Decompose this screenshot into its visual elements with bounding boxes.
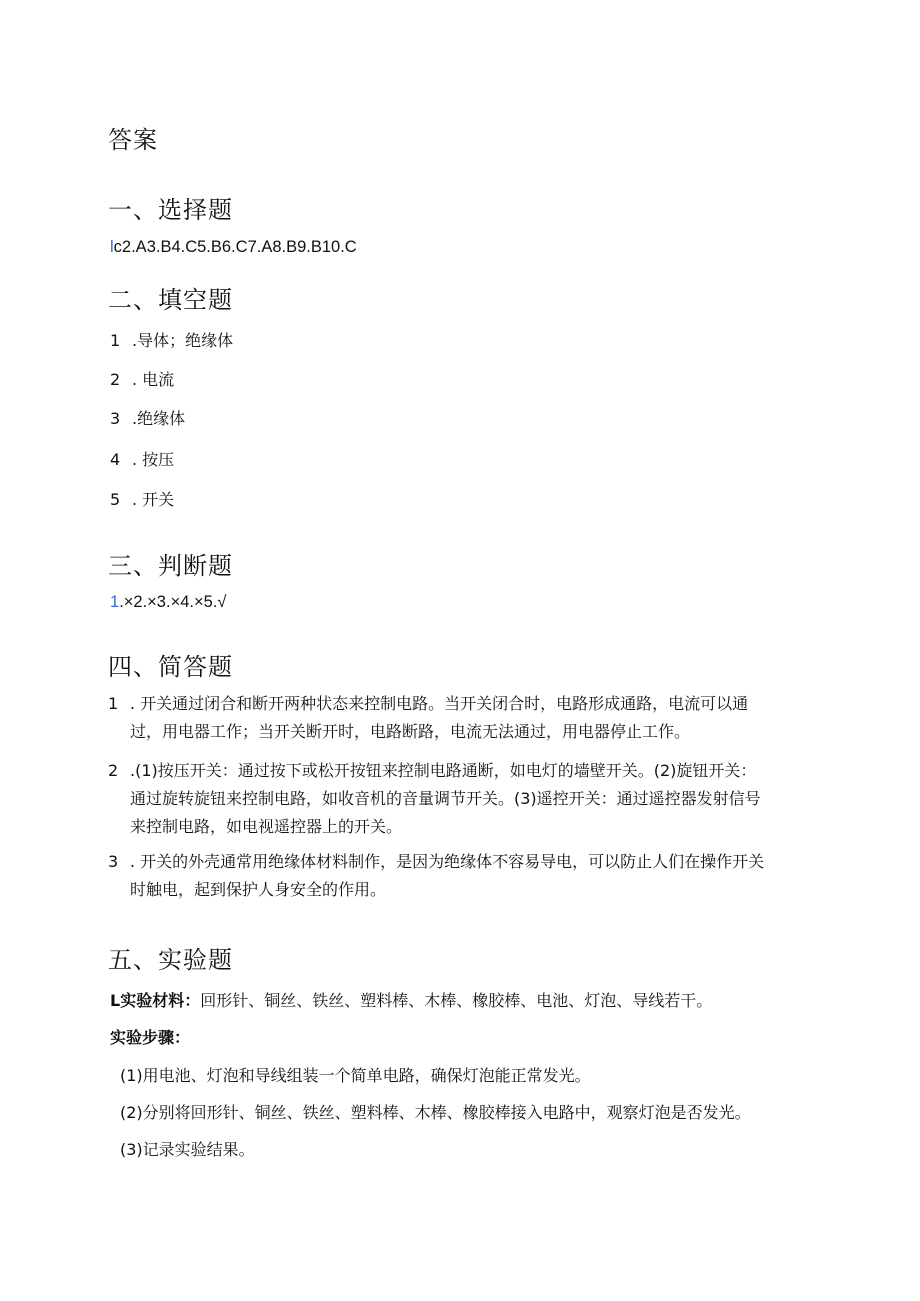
section-heading-short: 四、简答题 bbox=[108, 653, 233, 681]
short-item-line: 来控制电路，如电视遥控器上的开关。 bbox=[130, 817, 403, 836]
short-item-line: . 开关的外壳通常用绝缘体材料制作，是因为绝缘体不容易导电，可以防止人们在操作开关 bbox=[130, 852, 765, 871]
fill-item-number: 3 bbox=[110, 409, 121, 428]
choice-answer-prefix: l bbox=[110, 238, 114, 256]
section-heading-judge: 三、判断题 bbox=[108, 552, 233, 580]
fill-item bbox=[110, 487, 174, 510]
page-title: 答案 bbox=[108, 126, 158, 154]
experiment-step: (3)记录实验结果。 bbox=[120, 1140, 255, 1159]
fill-item bbox=[110, 406, 185, 429]
choice-answer-text: c2.A3.B4.C5.B6.C7.A8.B9.B10.C bbox=[113, 238, 357, 256]
short-item-number: 1 bbox=[108, 694, 119, 713]
fill-item bbox=[110, 328, 233, 351]
short-item-number: 3 bbox=[108, 852, 119, 871]
fill-item-text: . 开关 bbox=[132, 490, 175, 509]
experiment-materials bbox=[110, 988, 712, 1011]
short-item-line: 时触电，起到保护人身安全的作用。 bbox=[130, 880, 387, 899]
section-heading-experiment: 五、实验题 bbox=[108, 946, 233, 974]
section-heading-choice: 一、选择题 bbox=[108, 196, 233, 224]
fill-item-number: 5 bbox=[110, 490, 121, 509]
section-heading-fill: 二、填空题 bbox=[108, 286, 233, 314]
materials-label: L实验材料： bbox=[110, 991, 201, 1010]
short-answer-item bbox=[108, 690, 808, 746]
experiment-step: (1)用电池、灯泡和导线组装一个简单电路，确保灯泡能正常发光。 bbox=[120, 1066, 591, 1085]
short-item-line: . 开关通过闭合和断开两种状态来控制电路。当开关闭合时，电路形成通路，电流可以通 bbox=[130, 694, 749, 713]
short-item-line: 过，用电器工作；当开关断开时，电路断路，电流无法通过，用电器停止工作。 bbox=[130, 722, 691, 741]
choice-answers bbox=[110, 238, 357, 257]
steps-label: 实验步骤： bbox=[110, 1028, 191, 1047]
experiment-step: (2)分别将回形针、铜丝、铁丝、塑料棒、木棒、橡胶棒接入电路中，观察灯泡是否发光。 bbox=[120, 1103, 751, 1122]
fill-item bbox=[110, 447, 174, 470]
short-answer-item bbox=[108, 848, 808, 904]
fill-item-number: 2 bbox=[110, 370, 121, 389]
fill-item-number: 1 bbox=[110, 331, 121, 350]
fill-item-text: .导体；绝缘体 bbox=[132, 331, 234, 350]
judge-answer-prefix: 1 bbox=[110, 593, 120, 611]
judge-answer-text: .×2.×3.×4.×5.√ bbox=[119, 593, 227, 611]
fill-item-text: .绝缘体 bbox=[132, 409, 186, 428]
fill-item bbox=[110, 367, 174, 390]
materials-text: 回形针、铜丝、铁丝、塑料棒、木棒、橡胶棒、电池、灯泡、导线若干。 bbox=[200, 991, 713, 1010]
short-item-line: 通过旋转旋钮来控制电路，如收音机的音量调节开关。(3)遥控开关：通过遥控器发射信号 bbox=[130, 789, 761, 808]
fill-item-text: . 按压 bbox=[132, 450, 175, 469]
short-answer-item bbox=[108, 757, 808, 841]
judge-answers bbox=[110, 593, 226, 612]
short-item-number: 2 bbox=[108, 761, 119, 780]
fill-item-text: . 电流 bbox=[132, 370, 175, 389]
short-item-line: .(1)按压开关：通过按下或松开按钮来控制电路通断，如电灯的墙壁开关。(2)旋钮开关： bbox=[130, 761, 757, 780]
fill-item-number: 4 bbox=[110, 450, 121, 469]
